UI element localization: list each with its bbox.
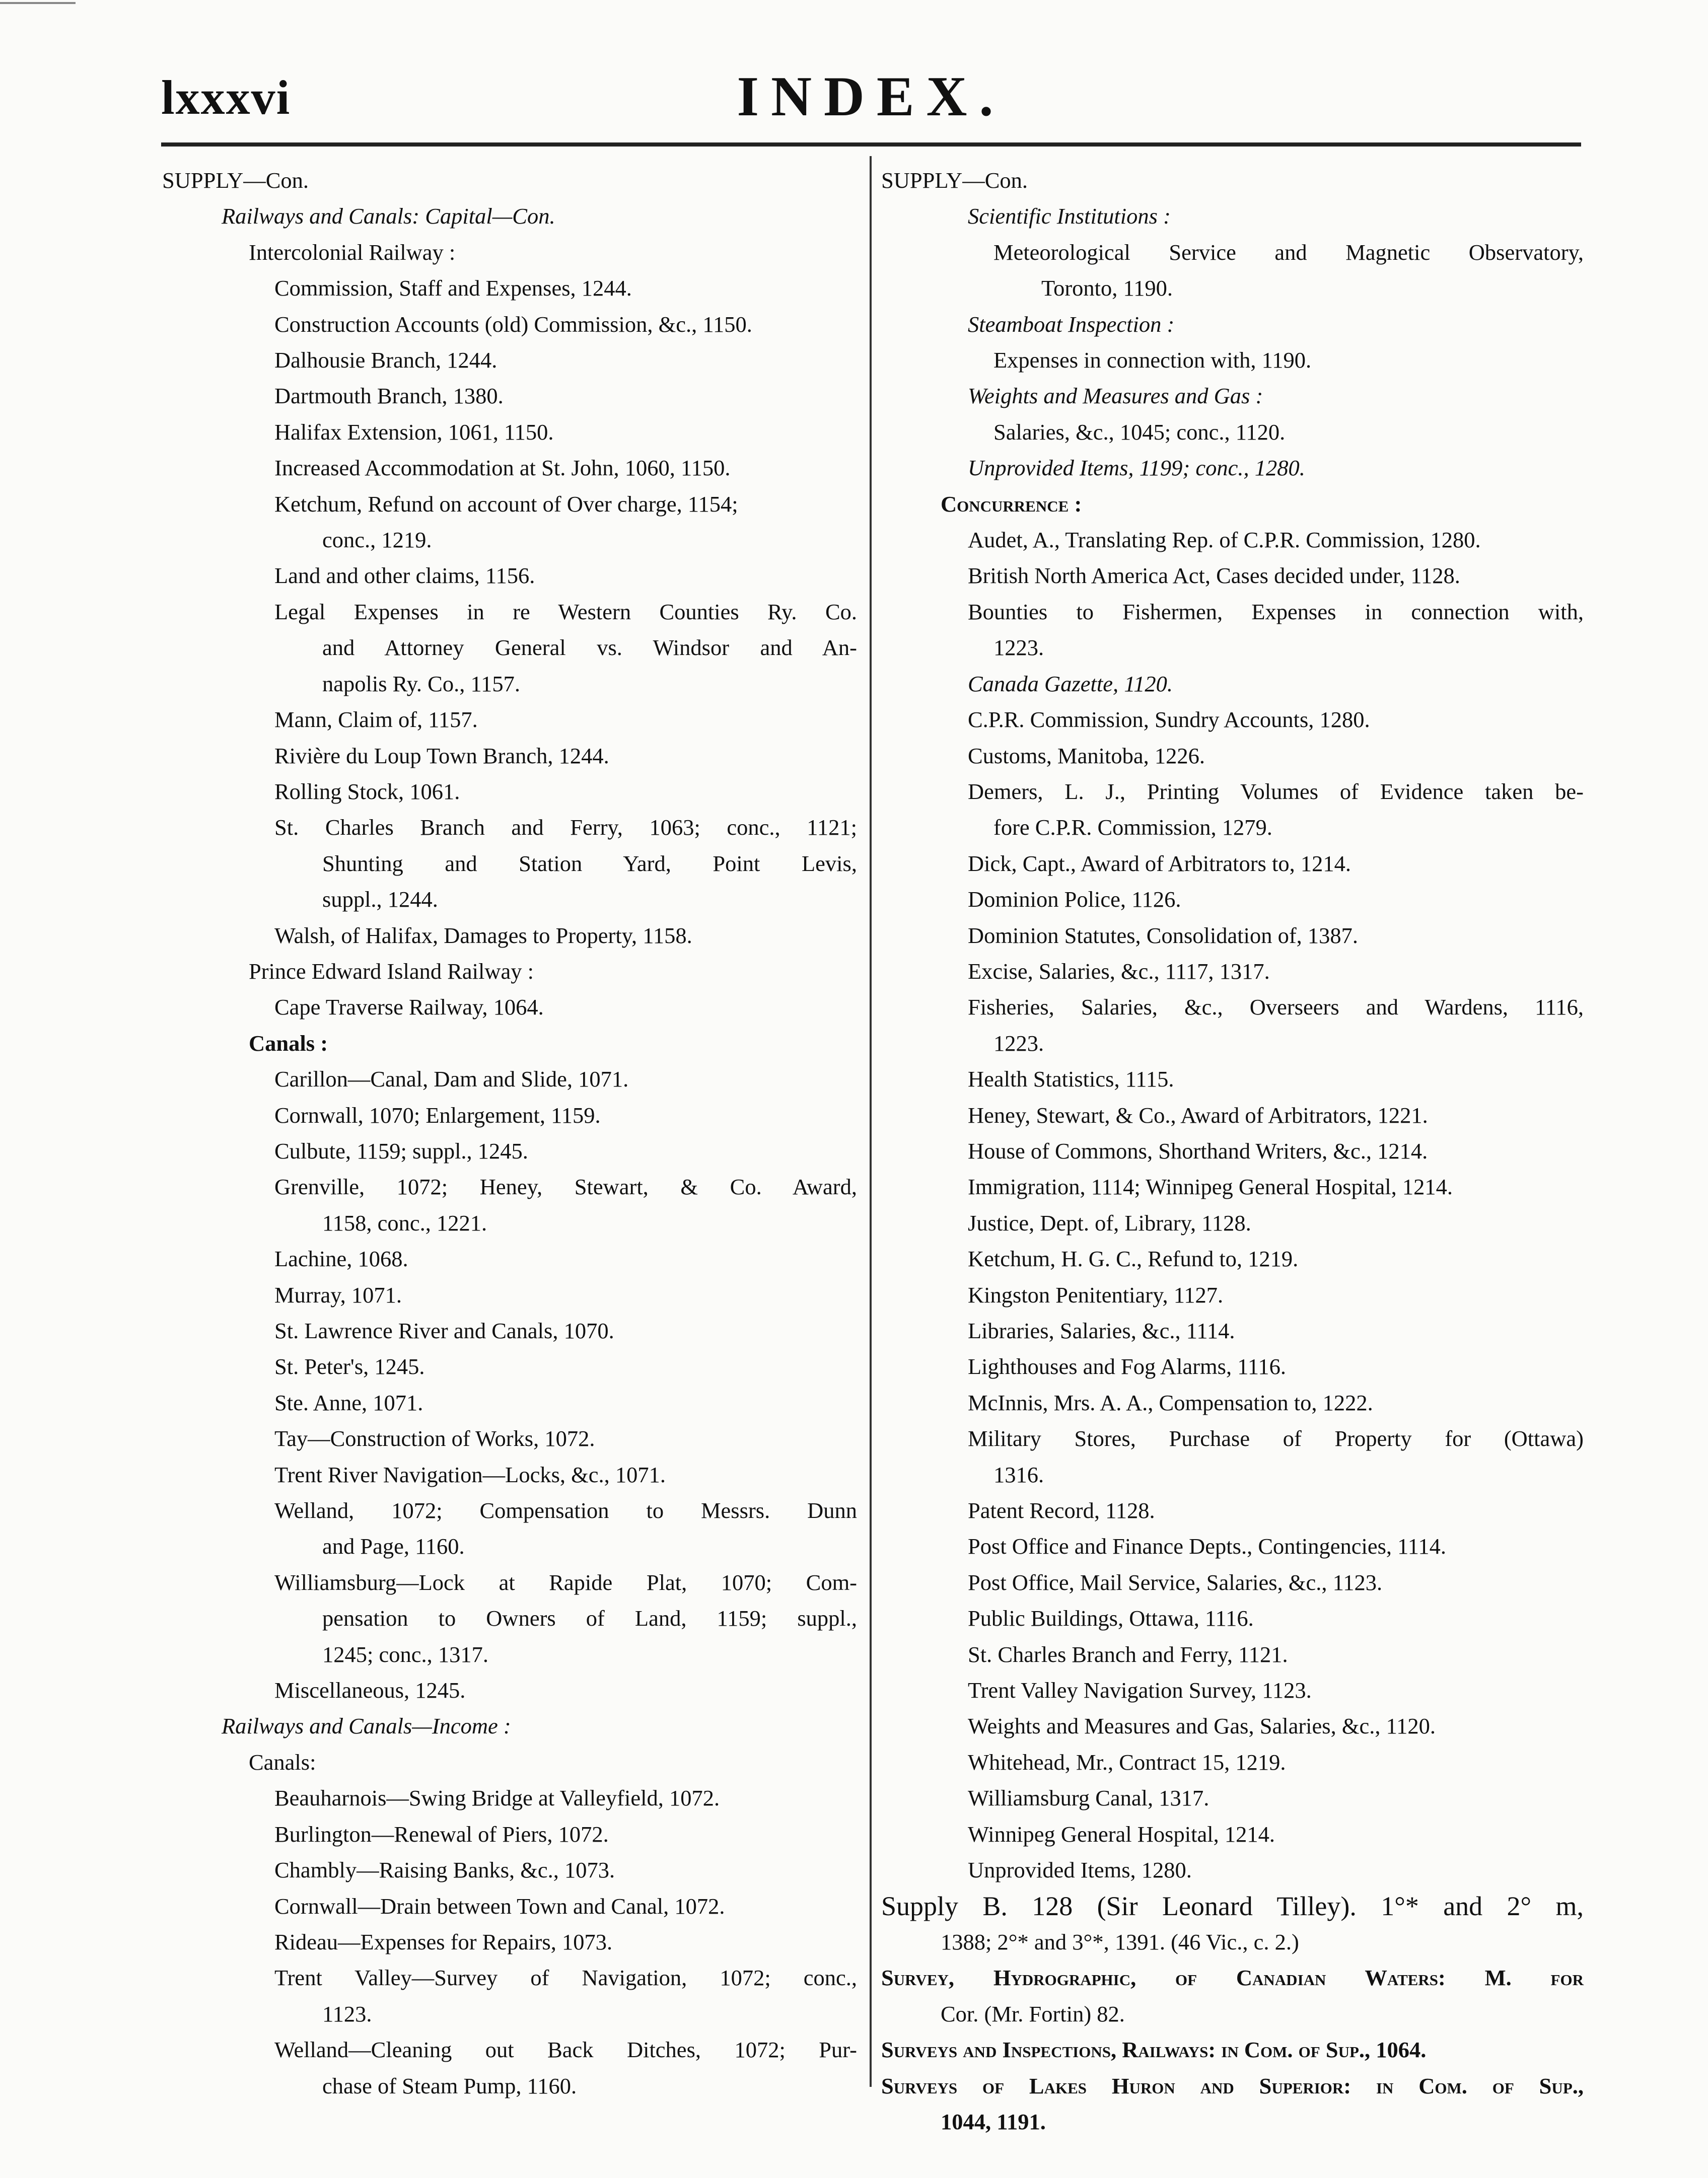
index-entry-line: Dartmouth Branch, 1380. [274,383,504,409]
index-entry-line: Unprovided Items, 1280. [968,1857,1192,1883]
index-entry-line: SUPPLY—Con. [881,168,1028,193]
index-entry-line: fore C.P.R. Commission, 1279. [993,815,1272,840]
index-entry-line: Burlington—Renewal of Piers, 1072. [274,1821,609,1847]
index-entry-line: Construction Accounts (old) Commission, &c., 1150. [274,311,752,337]
index-entry-line: Dominion Police, 1126. [968,887,1181,912]
index-entry-line: Immigration, 1114; Winnipeg General Hospital, 1214. [968,1174,1453,1200]
index-entry-line: Beauharnois—Swing Bridge at Valleyfield, 1072. [274,1785,720,1811]
index-entry-line: 1245; conc., 1317. [322,1641,488,1667]
index-entry-line: Mann, Claim of, 1157. [274,707,478,733]
index-entry-line: Cape Traverse Railway, 1064. [274,994,544,1020]
index-entry-line: Patent Record, 1128. [968,1498,1155,1523]
left-column [162,163,857,2104]
index-entry-line: suppl., 1244. [322,887,438,912]
index-entry-line: Land and other claims, 1156. [274,563,535,589]
index-entry-line: Halifax Extension, 1061, 1150. [274,419,554,445]
index-entry-line: Trent River Navigation—Locks, &c., 1071. [274,1462,666,1487]
index-entry-line: Customs, Manitoba, 1226. [968,743,1205,768]
index-entry-line: Health Statistics, 1115. [968,1066,1174,1092]
index-entry-line: Intercolonial Railway : [249,239,456,265]
index-entry-line: Dick, Capt., Award of Arbitrators to, 1214. [968,850,1351,876]
index-entry-line: Miscellaneous, 1245. [274,1678,466,1703]
right-column [881,163,1584,2140]
index-entry-line: St. Charles Branch and Ferry, 1121. [968,1641,1288,1667]
index-entry-line: Unprovided Items, 1199; conc., 1280. [968,455,1305,481]
index-entry-line: Welland, 1072; Compensation to Messrs. Dunn [274,1498,857,1523]
page-header [161,64,1581,130]
index-entry-line: Increased Accommodation at St. John, 1060, 1150. [274,455,731,481]
index-entry-line: Cor. (Mr. Fortin) 82. [941,2001,1125,2026]
index-entry-line: Military Stores, Purchase of Property for (Ottawa) [968,1426,1584,1451]
page-number: lxxxvi [161,70,291,124]
index-entry-line: Surveys and Inspections, Railways: in Com. of Sup., 1064. [881,2037,1427,2063]
index-entry-line: Scientific Institutions : [968,203,1171,229]
index-entry-line: Justice, Dept. of, Library, 1128. [968,1210,1251,1236]
index-entry-line: Williamsburg—Lock at Rapide Plat, 1070; Com- [274,1569,857,1595]
index-entry-line: Tay—Construction of Works, 1072. [274,1426,595,1451]
index-entry-line: Audet, A., Translating Rep. of C.P.R. Commission, 1280. [968,527,1481,553]
index-entry-line: 1123. [322,2001,372,2026]
index-entry-line: Excise, Salaries, &c., 1117, 1317. [968,958,1270,984]
index-entry-line: Post Office, Mail Service, Salaries, &c., 1123. [968,1569,1383,1595]
index-entry-line: House of Commons, Shorthand Writers, &c., 1214. [968,1138,1428,1164]
index-entry-line: Culbute, 1159; suppl., 1245. [274,1138,528,1164]
index-entry-line: chase of Steam Pump, 1160. [322,2073,577,2098]
index-entry-line: St. Peter's, 1245. [274,1354,425,1380]
index-entry-line: Dominion Statutes, Consolidation of, 1387. [968,922,1359,948]
index-entry-line: SUPPLY—Con. [162,168,309,193]
index-entry-line: Supply B. 128 (Sir Leonard Tilley). 1°* and 2° m, [881,1891,1584,1921]
index-entry-line: C.P.R. Commission, Sundry Accounts, 1280. [968,707,1370,733]
index-entry-line: Canada Gazette, 1120. [968,671,1173,696]
index-entry-line: Rivière du Loup Town Branch, 1244. [274,743,609,768]
index-entry-line: Canals : [249,1030,328,1056]
index-entry-line: and Page, 1160. [322,1534,465,1559]
index-entry-line: Legal Expenses in re Western Counties Ry. Co. [274,599,857,624]
index-entry-line: McInnis, Mrs. A. A., Compensation to, 1222. [968,1390,1373,1415]
index-entry-line: 1223. [993,635,1044,661]
index-entry-line: Whitehead, Mr., Contract 15, 1219. [968,1749,1286,1775]
index-entry-line: Libraries, Salaries, &c., 1114. [968,1318,1235,1343]
index-entry-line: Meteorological Service and Magnetic Observatory, [993,239,1584,265]
index-entry-line: Rideau—Expenses for Repairs, 1073. [274,1929,613,1954]
index-entry-line: Ketchum, H. G. C., Refund to, 1219. [968,1246,1299,1272]
index-entry-line: Surveys of Lakes Huron and Superior: in Com. of Sup., [881,2073,1584,2098]
index-entry-line: conc., 1219. [322,527,432,553]
index-entry-line: Canals: [249,1749,316,1775]
index-entry-line: Cornwall, 1070; Enlargement, 1159. [274,1102,601,1128]
index-entry-line: Toronto, 1190. [1041,275,1173,301]
index-entry-line: Steamboat Inspection : [968,311,1175,337]
index-entry-line: Winnipeg General Hospital, 1214. [968,1821,1275,1847]
index-entry-line: 1044, 1191. [941,2109,1046,2134]
index-entry-line: Trent Valley—Survey of Navigation, 1072; conc., [274,1965,857,1991]
index-entry-line: Murray, 1071. [274,1282,402,1308]
page-title: INDEX. [737,65,1006,128]
index-entry-line: Shunting and Station Yard, Point Levis, [322,850,857,876]
index-entry-line: Grenville, 1072; Heney, Stewart, & Co. Award, [274,1174,857,1200]
index-entry-line: 1316. [993,1462,1044,1487]
index-entry-line: Survey, Hydrographic, of Canadian Waters: M. for [881,1965,1584,1991]
index-entry-line: Fisheries, Salaries, &c., Overseers and Wardens, 1116, [968,994,1584,1020]
column-divider [870,156,872,2087]
index-entry-line: Concurrence : [941,491,1082,517]
index-entry-line: 1388; 2°* and 3°*, 1391. (46 Vic., c. 2.) [941,1929,1299,1954]
top-edge-mark [0,2,76,4]
index-entry-line: Railways and Canals: Capital—Con. [222,203,555,229]
index-entry-line: napolis Ry. Co., 1157. [322,671,520,696]
index-entry-line: Carillon—Canal, Dam and Slide, 1071. [274,1066,629,1092]
index-entry-line: Railways and Canals—Income : [222,1713,511,1739]
index-entry-line: Public Buildings, Ottawa, 1116. [968,1606,1254,1631]
index-entry-line: Expenses in connection with, 1190. [993,347,1312,373]
index-entry-line: Ketchum, Refund on account of Over charge, 1154; [274,491,738,517]
index-entry-line: and Attorney General vs. Windsor and An- [322,635,857,661]
index-entry-line: Weights and Measures and Gas, Salaries, &c., 1120. [968,1713,1436,1739]
index-entry-line: 1223. [993,1030,1044,1056]
index-entry-line: Heney, Stewart, & Co., Award of Arbitrators, 1221. [968,1102,1428,1128]
index-entry-line: Rolling Stock, 1061. [274,778,460,804]
index-entry-line: British North America Act, Cases decided under, 1128. [968,563,1460,589]
index-entry-line: Kingston Penitentiary, 1127. [968,1282,1224,1308]
index-entry-line: Trent Valley Navigation Survey, 1123. [968,1678,1312,1703]
index-entry-line: St. Lawrence River and Canals, 1070. [274,1318,614,1343]
index-entry-line: Walsh, of Halifax, Damages to Property, 1158. [274,922,692,948]
index-entry-line: Lighthouses and Fog Alarms, 1116. [968,1354,1287,1380]
index-entry-line: Salaries, &c., 1045; conc., 1120. [993,419,1286,445]
index-entry-line: pensation to Owners of Land, 1159; suppl., [322,1606,857,1631]
index-entry-line: Chambly—Raising Banks, &c., 1073. [274,1857,615,1883]
index-entry-line: Ste. Anne, 1071. [274,1390,423,1415]
index-entry-line: Prince Edward Island Railway : [249,958,534,984]
index-entry-line: Post Office and Finance Depts., Contingencies, 1114. [968,1534,1446,1559]
index-entry-line: Cornwall—Drain between Town and Canal, 1072. [274,1893,725,1919]
index-entry-line: St. Charles Branch and Ferry, 1063; conc., 1121; [274,815,857,840]
index-entry-line: Weights and Measures and Gas : [968,383,1263,409]
index-entry-line: Welland—Cleaning out Back Ditches, 1072; Pur- [274,2037,857,2063]
index-entry-line: 1158, conc., 1221. [322,1210,487,1236]
index-entry-line: Lachine, 1068. [274,1246,408,1272]
index-entry-line: Commission, Staff and Expenses, 1244. [274,275,632,301]
index-entry-line: Williamsburg Canal, 1317. [968,1785,1209,1811]
index-entry-line: Dalhousie Branch, 1244. [274,347,497,373]
index-entry-line: Bounties to Fishermen, Expenses in connection with, [968,599,1584,624]
index-entry-line: Demers, L. J., Printing Volumes of Evidence taken be- [968,778,1584,804]
header-rule [161,142,1581,147]
